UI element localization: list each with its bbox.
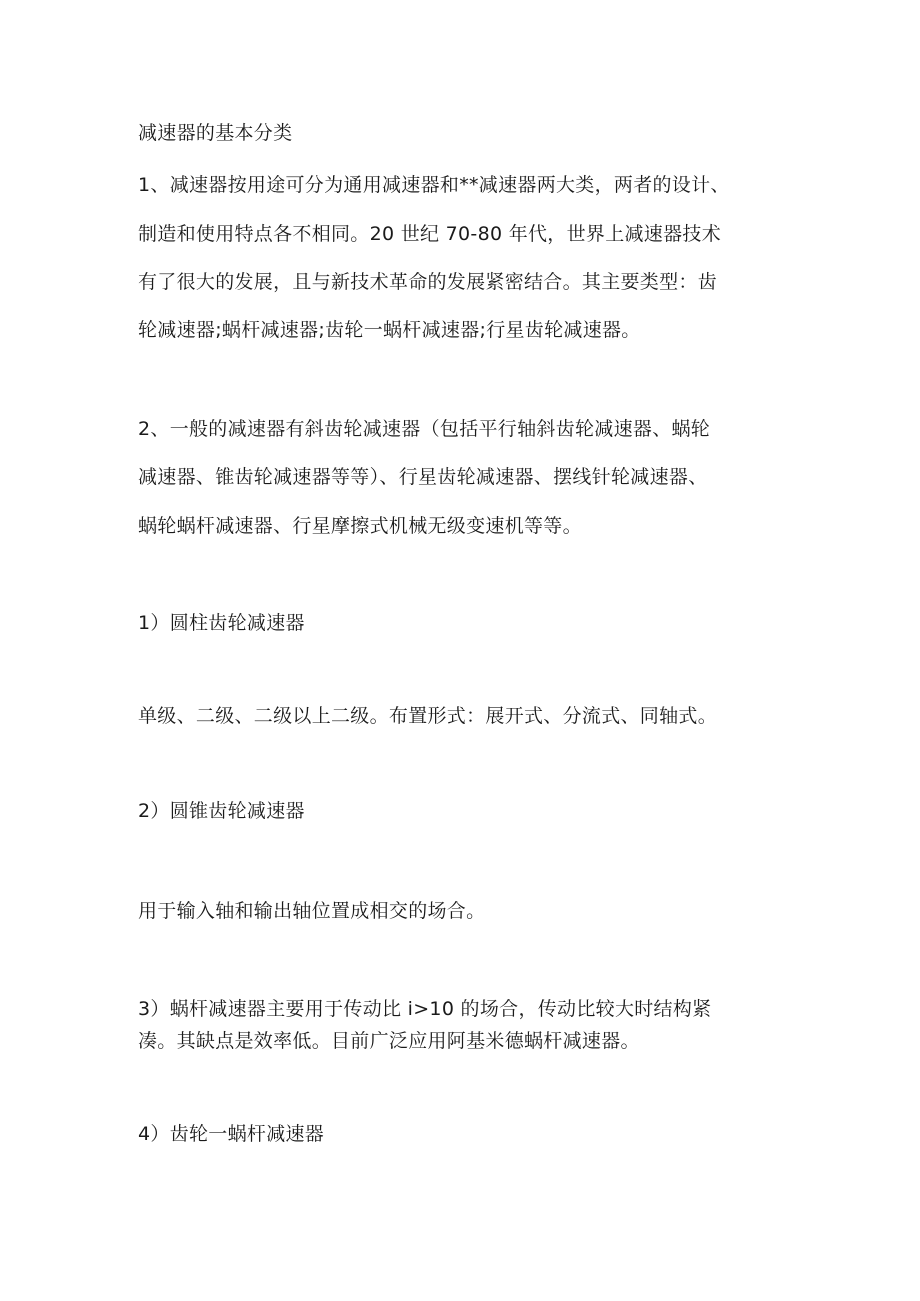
paragraph-1-line-2: 制造和使用特点各不相同。20 世纪 70-80 年代，世界上减速器技术 (138, 223, 722, 245)
section-3-line-2: 凑。其缺点是效率低。目前广泛应用阿基米德蜗杆减速器。 (138, 1030, 640, 1052)
section-2-title: 2）圆锥齿轮减速器 (138, 800, 305, 822)
paragraph-1-line-4: 轮减速器;蜗杆减速器;齿轮一蜗杆减速器;行星齿轮减速器。 (138, 319, 641, 341)
paragraph-2-line-2: 减速器、锥齿轮减速器等等）、行星齿轮减速器、摆线针轮减速器、 (138, 466, 708, 488)
section-1-title: 1）圆柱齿轮减速器 (138, 612, 305, 634)
document-heading: 减速器的基本分类 (138, 122, 293, 144)
section-2-body: 用于输入轴和输出轴位置成相交的场合。 (138, 900, 486, 922)
paragraph-1-line-1: 1、减速器按用途可分为通用减速器和**减速器两大类，两者的设计、 (138, 174, 730, 196)
section-3-line-1: 3）蜗杆减速器主要用于传动比 i>10 的场合，传动比较大时结构紧 (138, 998, 712, 1020)
section-1-body: 单级、二级、二级以上二级。布置形式：展开式、分流式、同轴式。 (138, 705, 718, 727)
paragraph-2-line-3: 蜗轮蜗杆减速器、行星摩擦式机械无级变速机等等。 (138, 515, 582, 537)
paragraph-2-line-1: 2、一般的减速器有斜齿轮减速器（包括平行轴斜齿轮减速器、蜗轮 (138, 418, 711, 440)
paragraph-1-line-3: 有了很大的发展，且与新技术革命的发展紧密结合。其主要类型：齿 (138, 271, 718, 293)
section-4-title: 4）齿轮一蜗杆减速器 (138, 1123, 325, 1145)
